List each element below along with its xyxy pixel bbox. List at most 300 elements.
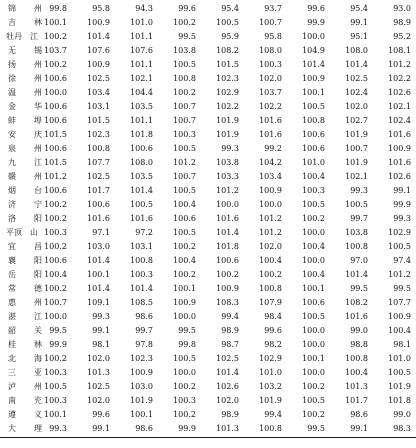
index-value: 98.7 [221, 340, 239, 349]
index-value: 109.1 [87, 298, 110, 307]
index-value: 100.7 [44, 298, 67, 307]
index-value: 101.6 [216, 214, 239, 223]
index-value: 101.0 [388, 354, 411, 363]
table-row [0, 324, 416, 338]
index-value: 102.9 [259, 354, 282, 363]
index-value: 101.6 [130, 214, 153, 223]
index-value: 97.2 [135, 228, 153, 237]
index-value: 100.0 [216, 200, 239, 209]
index-value: 100.5 [173, 144, 196, 153]
index-value: 100.1 [130, 410, 153, 419]
index-value: 100.9 [259, 186, 282, 195]
index-value: 99.5 [178, 326, 196, 335]
index-value: 100.6 [173, 214, 196, 223]
city-name-part: 温 [8, 88, 16, 97]
index-value: 101.1 [130, 60, 153, 69]
index-value: 100.8 [345, 354, 368, 363]
index-value: 100.5 [388, 368, 411, 377]
table-row [0, 268, 416, 282]
table-row [0, 352, 416, 366]
city-name-part: 湛 [8, 312, 16, 321]
index-value: 101.5 [216, 60, 239, 69]
index-value: 99.7 [350, 214, 368, 223]
index-value: 97.1 [92, 228, 110, 237]
index-value: 100.1 [302, 88, 325, 97]
index-value: 100.1 [173, 284, 196, 293]
index-value: 100.9 [388, 144, 411, 153]
index-value: 103.5 [130, 172, 153, 181]
index-value: 107.7 [388, 298, 411, 307]
index-value: 102.5 [87, 74, 110, 83]
index-value: 98.9 [221, 326, 239, 335]
index-value: 99.6 [264, 326, 282, 335]
table-row [0, 128, 416, 142]
table-row [0, 100, 416, 114]
index-value: 100.6 [302, 144, 325, 153]
table-row [0, 58, 416, 72]
index-value: 100.4 [345, 368, 368, 377]
index-value: 101.1 [130, 116, 153, 125]
index-value: 103.4 [87, 88, 110, 97]
index-value: 102.5 [345, 74, 368, 83]
index-value: 101.8 [216, 242, 239, 251]
index-value: 100.4 [302, 270, 325, 279]
index-value: 101.9 [216, 130, 239, 139]
index-value: 100.0 [44, 88, 67, 97]
index-value: 102.0 [216, 396, 239, 405]
city-name-part: 江 [30, 32, 38, 41]
index-value: 100.0 [259, 200, 282, 209]
index-value: 98.9 [393, 18, 411, 27]
city-name-part: 州 [34, 4, 42, 13]
index-value: 98.2 [264, 340, 282, 349]
index-value: 107.7 [87, 158, 110, 167]
index-value: 97.8 [135, 340, 153, 349]
index-value: 99.9 [178, 424, 196, 433]
city-name-part: 韶 [8, 326, 16, 335]
index-value: 99.9 [49, 340, 67, 349]
index-value: 100.9 [216, 284, 239, 293]
table-row [0, 30, 416, 44]
city-name-part: 庆 [34, 130, 42, 139]
index-value: 100.6 [302, 130, 325, 139]
index-value: 101.1 [130, 32, 153, 41]
index-value: 98.9 [221, 410, 239, 419]
index-value: 100.8 [345, 242, 368, 251]
index-value: 102.3 [216, 74, 239, 83]
index-value: 101.2 [173, 158, 196, 167]
index-value: 101.9 [345, 130, 368, 139]
index-value: 99.6 [307, 4, 325, 13]
index-value: 108.1 [388, 46, 411, 55]
index-value: 100.8 [87, 144, 110, 153]
index-value: 95.8 [264, 32, 282, 41]
index-value: 101.6 [259, 116, 282, 125]
index-value: 100.2 [44, 200, 67, 209]
index-value: 100.2 [302, 382, 325, 391]
index-value: 100.5 [302, 396, 325, 405]
index-value: 100.0 [302, 368, 325, 377]
city-name-part: 锡 [34, 46, 42, 55]
index-value: 100.2 [173, 242, 196, 251]
city-name-part: 遵 [8, 410, 16, 419]
index-value: 98.1 [92, 340, 110, 349]
table-row [0, 184, 416, 198]
index-value: 99.1 [92, 424, 110, 433]
index-value: 100.3 [173, 130, 196, 139]
index-value: 100.2 [302, 410, 325, 419]
index-value: 100.0 [302, 32, 325, 41]
index-value: 103.7 [44, 46, 67, 55]
index-value: 102.9 [216, 88, 239, 97]
index-value: 108.3 [216, 298, 239, 307]
index-value: 102.0 [345, 102, 368, 111]
index-value: 102.5 [216, 354, 239, 363]
index-value: 100.2 [44, 354, 67, 363]
index-value: 100.9 [302, 74, 325, 83]
index-value: 100.2 [216, 270, 239, 279]
index-value: 102.3 [87, 130, 110, 139]
index-value: 102.0 [259, 74, 282, 83]
index-value: 100.2 [173, 18, 196, 27]
index-value: 104.9 [302, 46, 325, 55]
city-name-part: 海 [34, 354, 42, 363]
index-value: 100.2 [44, 242, 67, 251]
index-value: 100.4 [173, 200, 196, 209]
index-value: 100.6 [216, 256, 239, 265]
city-name-part: 桂 [8, 340, 16, 349]
index-value: 101.0 [130, 18, 153, 27]
index-value: 101.0 [302, 158, 325, 167]
index-value: 100.5 [302, 200, 325, 209]
city-name-part: 南 [8, 396, 16, 405]
city-name-part: 关 [34, 326, 42, 335]
index-value: 100.6 [44, 102, 67, 111]
index-value: 102.2 [216, 102, 239, 111]
index-value: 103.0 [130, 382, 153, 391]
index-value: 103.1 [87, 102, 110, 111]
index-value: 100.1 [302, 354, 325, 363]
index-value: 100.2 [259, 270, 282, 279]
index-value: 101.4 [216, 368, 239, 377]
index-value: 101.2 [216, 186, 239, 195]
index-value: 100.0 [302, 326, 325, 335]
index-value: 108.0 [259, 46, 282, 55]
city-name-part: 阳 [34, 256, 42, 265]
city-name-part: 牡丹 [6, 32, 22, 41]
city-name-part: 江 [34, 158, 42, 167]
index-value: 99.3 [350, 186, 368, 195]
index-value: 99.5 [178, 32, 196, 41]
index-value: 99.6 [92, 410, 110, 419]
table-row [0, 296, 416, 310]
index-value: 100.9 [173, 298, 196, 307]
index-value: 101.6 [87, 214, 110, 223]
index-value: 98.3 [393, 424, 411, 433]
index-value: 100.1 [87, 270, 110, 279]
index-value: 100.4 [259, 256, 282, 265]
city-name-part: 州 [34, 382, 42, 391]
index-value: 99.3 [393, 214, 411, 223]
index-value: 101.3 [216, 424, 239, 433]
index-value: 99.3 [49, 424, 67, 433]
table-row [0, 212, 416, 226]
index-value: 100.5 [173, 186, 196, 195]
index-value: 100.8 [259, 284, 282, 293]
city-name-part: 北 [8, 354, 16, 363]
index-value: 100.0 [302, 228, 325, 237]
index-value: 99.1 [92, 326, 110, 335]
index-value: 102.4 [345, 88, 368, 97]
index-value: 102.0 [259, 242, 282, 251]
index-value: 98.6 [135, 424, 153, 433]
index-value: 99.5 [307, 424, 325, 433]
index-value: 101.3 [87, 368, 110, 377]
table-row [0, 16, 416, 30]
city-name-part: 山 [30, 228, 38, 237]
city-name-part: 蚌 [8, 116, 16, 125]
index-value: 102.9 [388, 228, 411, 237]
index-value: 100.3 [44, 396, 67, 405]
index-value: 102.5 [87, 172, 110, 181]
city-name-part: 埠 [34, 116, 42, 125]
table-row [0, 170, 416, 184]
index-value: 102.5 [87, 382, 110, 391]
index-value: 100.3 [173, 396, 196, 405]
index-value: 100.5 [388, 242, 411, 251]
index-value: 107.6 [130, 46, 153, 55]
city-name-part: 义 [34, 410, 42, 419]
table-row [0, 338, 416, 352]
table-row [0, 114, 416, 128]
index-value: 95.4 [350, 4, 368, 13]
city-name-part: 江 [34, 312, 42, 321]
index-value: 101.5 [44, 158, 67, 167]
index-value: 100.7 [259, 18, 282, 27]
index-value: 100.3 [44, 228, 67, 237]
index-value: 103.3 [216, 172, 239, 181]
city-name-part: 林 [34, 18, 42, 27]
table-row [0, 198, 416, 212]
table-row [0, 44, 416, 58]
index-value: 101.8 [130, 130, 153, 139]
index-value: 100.3 [259, 60, 282, 69]
index-value: 100.6 [44, 116, 67, 125]
index-value: 102.0 [87, 396, 110, 405]
city-name-part: 济 [8, 200, 16, 209]
table-bottom-rule [0, 437, 416, 438]
index-value: 101.4 [130, 186, 153, 195]
index-value: 100.5 [44, 382, 67, 391]
index-value: 102.6 [388, 172, 411, 181]
index-value: 100.2 [44, 284, 67, 293]
city-name-part: 德 [34, 284, 42, 293]
city-name-part: 理 [34, 424, 42, 433]
index-value: 100.9 [87, 18, 110, 27]
index-value: 100.5 [302, 312, 325, 321]
index-value: 98.4 [264, 312, 282, 321]
table-row [0, 282, 416, 296]
table-row [0, 422, 416, 436]
table-row [0, 394, 416, 408]
index-value: 100.6 [44, 74, 67, 83]
city-name-part: 林 [34, 340, 42, 349]
index-value: 100.9 [87, 60, 110, 69]
index-value: 102.2 [259, 102, 282, 111]
city-name-part: 吉 [8, 18, 16, 27]
index-value: 95.9 [221, 32, 239, 41]
table-row [0, 86, 416, 100]
index-value: 100.2 [173, 410, 196, 419]
index-value: 95.2 [393, 32, 411, 41]
index-value: 101.5 [87, 116, 110, 125]
index-value: 103.8 [345, 228, 368, 237]
index-value: 101.9 [216, 116, 239, 125]
city-name-part: 阳 [34, 270, 42, 279]
index-value: 100.2 [44, 214, 67, 223]
index-value: 103.5 [130, 102, 153, 111]
index-value: 101.4 [216, 228, 239, 237]
index-value: 100.0 [173, 368, 196, 377]
index-value: 101.7 [345, 396, 368, 405]
index-value: 99.9 [393, 200, 411, 209]
index-value: 100.5 [130, 200, 153, 209]
index-value: 100.4 [173, 256, 196, 265]
index-value: 100.0 [302, 256, 325, 265]
index-value: 107.6 [87, 46, 110, 55]
index-value: 100.4 [302, 242, 325, 251]
index-value: 99.1 [350, 424, 368, 433]
index-value: 95.8 [92, 4, 110, 13]
index-value: 100.6 [44, 144, 67, 153]
index-value: 100.3 [130, 270, 153, 279]
index-value: 100.4 [44, 270, 67, 279]
index-value: 101.4 [302, 60, 325, 69]
index-value: 101.7 [87, 186, 110, 195]
table-row [0, 380, 416, 394]
index-value: 100.6 [302, 298, 325, 307]
index-value: 102.6 [216, 382, 239, 391]
city-name-part: 烟 [8, 186, 16, 195]
index-value: 102.4 [388, 116, 411, 125]
index-value: 101.4 [345, 60, 368, 69]
index-value: 100.5 [216, 18, 239, 27]
index-value: 99.3 [221, 144, 239, 153]
index-value: 101.4 [345, 270, 368, 279]
index-value: 98.1 [393, 340, 411, 349]
index-value: 100.2 [44, 32, 67, 41]
index-value: 95.4 [221, 4, 239, 13]
index-value: 99.8 [178, 340, 196, 349]
index-value: 100.4 [388, 326, 411, 335]
index-value: 99.8 [49, 4, 67, 13]
index-value: 101.9 [388, 382, 411, 391]
city-name-part: 州 [34, 298, 42, 307]
index-value: 100.3 [302, 186, 325, 195]
index-value: 99.2 [264, 144, 282, 153]
index-value: 100.5 [173, 228, 196, 237]
table-row [0, 408, 416, 422]
index-value: 102.6 [388, 88, 411, 97]
index-value: 103.4 [259, 172, 282, 181]
index-value: 100.7 [173, 102, 196, 111]
index-value: 104.2 [259, 158, 282, 167]
index-value: 108.2 [345, 298, 368, 307]
index-value: 102.7 [345, 116, 368, 125]
index-value: 101.2 [388, 270, 411, 279]
index-value: 101.4 [87, 256, 110, 265]
index-value: 101.4 [87, 32, 110, 41]
index-value: 101.3 [345, 382, 368, 391]
index-value: 108.5 [130, 298, 153, 307]
index-value: 103.0 [87, 242, 110, 251]
index-value: 101.6 [345, 312, 368, 321]
index-value: 101.2 [259, 228, 282, 237]
city-name-part: 泸 [8, 382, 16, 391]
city-name-part: 岳 [8, 270, 16, 279]
index-value: 100.1 [302, 284, 325, 293]
city-name-part: 华 [34, 102, 42, 111]
city-name-part: 九 [8, 158, 16, 167]
index-value: 100.0 [302, 340, 325, 349]
city-name-part: 亚 [34, 368, 42, 377]
index-value: 101.0 [259, 368, 282, 377]
index-value: 93.0 [393, 4, 411, 13]
index-value: 100.2 [302, 214, 325, 223]
index-value: 100.1 [44, 18, 67, 27]
index-value: 100.8 [259, 424, 282, 433]
index-value: 108.0 [130, 158, 153, 167]
index-value: 99.4 [264, 410, 282, 419]
index-value: 99.1 [350, 18, 368, 27]
index-value: 107.9 [259, 298, 282, 307]
index-value: 94.3 [135, 4, 153, 13]
city-name-part: 安 [8, 130, 16, 139]
index-value: 95.1 [350, 32, 368, 41]
index-value: 97.4 [393, 256, 411, 265]
city-name-part: 三 [8, 368, 16, 377]
index-value: 100.8 [302, 116, 325, 125]
table-row [0, 226, 416, 240]
index-value: 102.0 [87, 354, 110, 363]
index-value: 99.0 [350, 326, 368, 335]
index-value: 100.1 [44, 410, 67, 419]
city-name-part: 昌 [34, 242, 42, 251]
index-value: 98.6 [135, 312, 153, 321]
city-name-part: 充 [34, 396, 42, 405]
index-value: 100.2 [44, 60, 67, 69]
city-name-part: 大 [8, 424, 16, 433]
index-value: 100.6 [87, 200, 110, 209]
index-value: 100.5 [173, 60, 196, 69]
index-value: 99.9 [307, 18, 325, 27]
index-value: 102.3 [130, 354, 153, 363]
index-value: 101.2 [388, 60, 411, 69]
index-value: 99.3 [92, 312, 110, 321]
city-name-part: 台 [34, 186, 42, 195]
index-value: 102.2 [388, 74, 411, 83]
index-value: 100.8 [173, 74, 196, 83]
index-value: 100.5 [345, 200, 368, 209]
index-value: 108.2 [216, 46, 239, 55]
index-value: 100.3 [44, 368, 67, 377]
index-value: 100.8 [130, 256, 153, 265]
index-value: 103.8 [216, 158, 239, 167]
index-value: 100.0 [173, 312, 196, 321]
table-row [0, 254, 416, 268]
index-value: 101.2 [44, 172, 67, 181]
city-name-part: 宜 [8, 242, 16, 251]
